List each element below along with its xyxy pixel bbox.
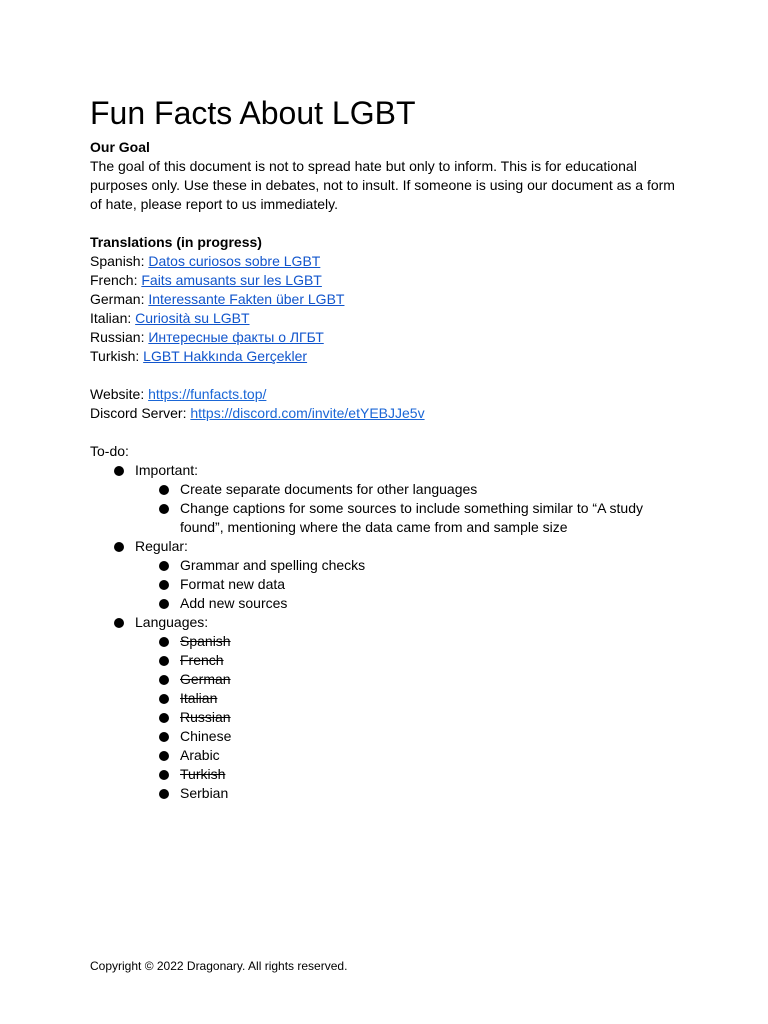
translation-russian bbox=[90, 328, 680, 347]
list-item bbox=[135, 670, 680, 689]
list-item-text: Add new sources bbox=[180, 595, 288, 611]
list-item-text: Italian bbox=[180, 690, 218, 706]
bullet-icon bbox=[159, 561, 169, 571]
bullet-icon bbox=[114, 618, 124, 628]
bullet-icon bbox=[159, 637, 169, 647]
todo-section-languages bbox=[90, 613, 680, 803]
bullet-icon bbox=[159, 485, 169, 495]
todo-sublist bbox=[135, 632, 680, 803]
bullet-icon bbox=[159, 770, 169, 780]
list-item-text: Chinese bbox=[180, 728, 232, 744]
bullet-icon bbox=[159, 656, 169, 666]
list-item bbox=[135, 765, 680, 784]
website-link[interactable]: https://funfacts.top/ bbox=[148, 386, 267, 402]
list-item-text: Turkish bbox=[180, 766, 226, 782]
list-item-text: Grammar and spelling checks bbox=[180, 557, 366, 573]
website-line bbox=[90, 385, 680, 404]
footer-copyright: Copyright © 2022 Dragonary. All rights reserved. bbox=[90, 959, 348, 973]
bullet-icon bbox=[114, 466, 124, 476]
list-item bbox=[135, 708, 680, 727]
translation-language-label: Russian: bbox=[90, 329, 149, 345]
discord-label: Discord Server: bbox=[90, 405, 191, 421]
website-label: Website: bbox=[90, 386, 149, 402]
translation-spanish bbox=[90, 252, 680, 271]
translations-heading: Translations (in progress) bbox=[90, 234, 262, 250]
translation-link-french[interactable]: Faits amusants sur les LGBT bbox=[141, 272, 322, 288]
list-item bbox=[135, 632, 680, 651]
bullet-icon bbox=[114, 542, 124, 552]
discord-line bbox=[90, 404, 680, 423]
list-item bbox=[135, 784, 680, 803]
translation-link-russian[interactable]: Интересные факты о ЛГБТ bbox=[148, 329, 324, 345]
translation-link-italian[interactable]: Curiosità su LGBT bbox=[135, 310, 250, 326]
translation-language-label: Spanish: bbox=[90, 253, 149, 269]
bullet-icon bbox=[159, 713, 169, 723]
translation-turkish bbox=[90, 347, 680, 366]
bullet-icon bbox=[159, 751, 169, 761]
list-item bbox=[135, 594, 680, 613]
list-item-text: Create separate documents for other languages bbox=[180, 481, 478, 497]
bullet-icon bbox=[159, 732, 169, 742]
translation-link-turkish[interactable]: LGBT Hakkında Gerçekler bbox=[143, 348, 308, 364]
list-item-text: Serbian bbox=[180, 785, 229, 801]
todo-section-label: Important: bbox=[135, 462, 199, 478]
list-item bbox=[135, 689, 680, 708]
goal-paragraph: The goal of this document is not to spread hate but only to inform. This is for educational purposes only. Use these in debates, not to insult. If someone is using our document as a form of hate, please report to us immediately. bbox=[90, 158, 675, 212]
bullet-icon bbox=[159, 694, 169, 704]
translation-language-label: French: bbox=[90, 272, 142, 288]
translation-german bbox=[90, 290, 680, 309]
spacer bbox=[90, 366, 680, 385]
list-item-text: German bbox=[180, 671, 231, 687]
list-item-text: Arabic bbox=[180, 747, 220, 763]
bullet-icon bbox=[159, 599, 169, 609]
translation-italian bbox=[90, 309, 680, 328]
list-item bbox=[135, 575, 680, 594]
list-item-text: French bbox=[180, 652, 224, 668]
goal-heading: Our Goal bbox=[90, 139, 150, 155]
todo-section-label: Regular: bbox=[135, 538, 188, 554]
list-item bbox=[135, 746, 680, 765]
todo-label: To-do: bbox=[90, 443, 129, 459]
todo-sublist bbox=[135, 556, 680, 613]
todo-section-label: Languages: bbox=[135, 614, 209, 630]
bullet-icon bbox=[159, 789, 169, 799]
todo-list bbox=[90, 461, 680, 803]
translation-link-german[interactable]: Interessante Fakten über LGBT bbox=[148, 291, 345, 307]
spacer bbox=[90, 214, 680, 233]
list-item-text: Russian bbox=[180, 709, 231, 725]
translation-language-label: German: bbox=[90, 291, 149, 307]
todo-sublist bbox=[135, 480, 680, 537]
todo-section-important bbox=[90, 461, 680, 537]
bullet-icon bbox=[159, 675, 169, 685]
spacer bbox=[90, 423, 680, 442]
list-item bbox=[135, 651, 680, 670]
document-body bbox=[90, 94, 680, 803]
discord-link[interactable]: https://discord.com/invite/etYEBJJe5v bbox=[190, 405, 425, 421]
list-item-text: Spanish bbox=[180, 633, 231, 649]
translation-language-label: Italian: bbox=[90, 310, 136, 326]
bullet-icon bbox=[159, 504, 169, 514]
todo-section-regular bbox=[90, 537, 680, 613]
translation-language-label: Turkish: bbox=[90, 348, 144, 364]
bullet-icon bbox=[159, 580, 169, 590]
list-item-text: Change captions for some sources to include something similar to “A study found”, mentioning where the data came from and sample size bbox=[180, 500, 644, 535]
list-item-text: Format new data bbox=[180, 576, 286, 592]
list-item bbox=[135, 556, 680, 575]
list-item bbox=[135, 727, 680, 746]
list-item bbox=[135, 499, 680, 537]
translation-link-spanish[interactable]: Datos curiosos sobre LGBT bbox=[148, 253, 321, 269]
translation-french bbox=[90, 271, 680, 290]
page-title: Fun Facts About LGBT bbox=[90, 95, 416, 131]
list-item bbox=[135, 480, 680, 499]
